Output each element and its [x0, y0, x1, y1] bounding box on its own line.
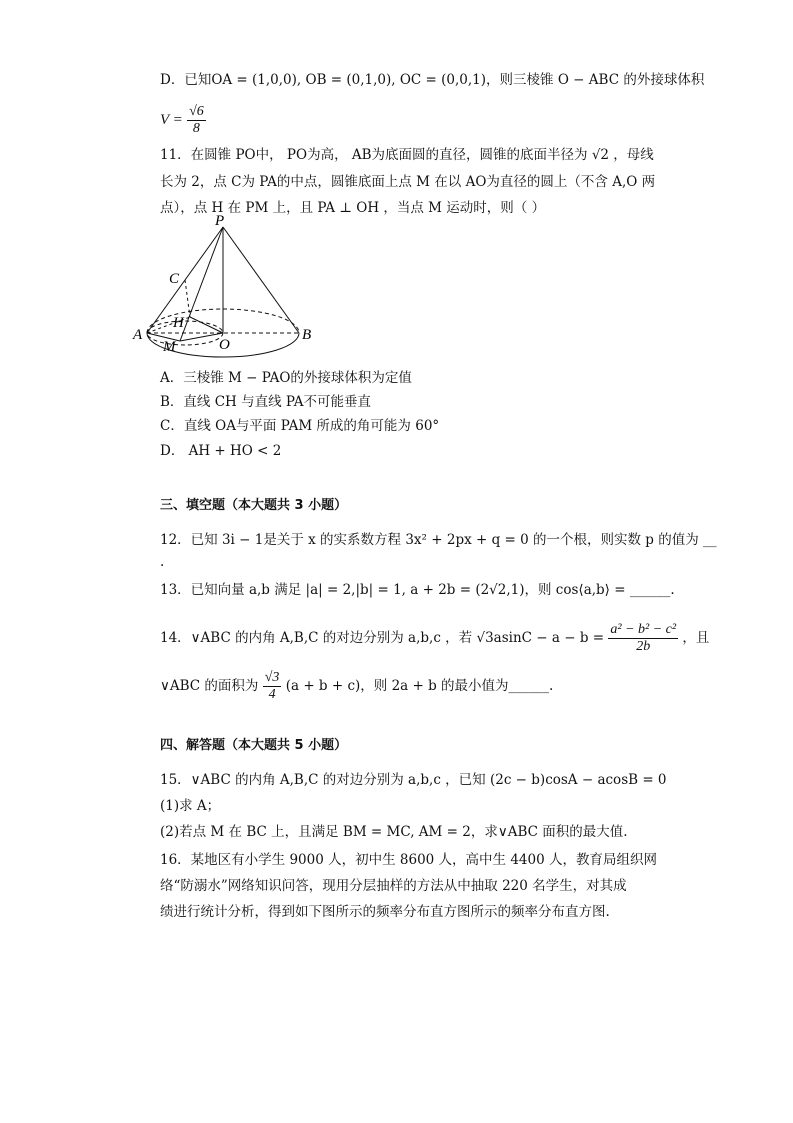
q16-line-3: 绩进行统计分析，得到如下图所示的频率分布直方图所示的频率分布直方图.: [160, 904, 610, 920]
q10-volume-denominator: 8: [192, 121, 200, 136]
label-h: H: [173, 315, 184, 331]
q10-volume-fraction: [187, 104, 206, 137]
q14-line-2-numerator: √3: [264, 670, 280, 685]
q13-line: 13．已知向量 a,b 满足 |a| = 2,|b| = 1, a + 2b = (2√2,1)，则 cos⟨a,b⟩ = ______.: [160, 582, 675, 598]
q14-line-1-denominator: 2b: [636, 639, 651, 654]
label-o: O: [219, 337, 230, 353]
q11-option-c: C．直线 OA与平面 PAM 所成的角可能为 60°: [160, 418, 440, 434]
q14-line-2-fraction: [263, 670, 282, 703]
q11-line-1: 11．在圆锥 PO中， PO为高， AB为底面圆的直径，圆锥的底面半径为 √2 ，母线: [160, 147, 654, 163]
q14-line-2-right: (a + b + c)，则 2a + b 的最小值为______.: [285, 678, 554, 694]
q12-line-2: .: [160, 554, 165, 570]
segment-ho: [190, 317, 223, 333]
q11-option-d: D． AH + HO < 2: [160, 443, 282, 459]
q14-line-1-numerator: a² − b² − c²: [610, 622, 677, 637]
label-c: C: [169, 271, 180, 287]
q11-option-a: A．三棱锥 M − PAO的外接球体积为定值: [160, 370, 412, 386]
section-4-heading: 四、解答题（本大题共 5 小题）: [160, 738, 348, 753]
q15-line-2: (1)求 A；: [160, 798, 221, 814]
q16-line-2: 络“防溺水”网络知识问答，现用分层抽样的方法从中抽取 220 名学生，对其成: [160, 878, 627, 894]
label-b: B: [302, 327, 312, 343]
edge-pb: [223, 227, 299, 333]
section-3-heading: 三、填空题（本大题共 3 小题）: [160, 498, 348, 513]
q14-line-2: [160, 670, 553, 703]
q14-line-1-left: 14．∨ABC 的内角 A,B,C 的对边分别为 a,b,c ，若 √3asinC − a − b =: [160, 630, 605, 646]
q10-option-d: D．已知OA = (1,0,0), OB = (0,1,0), OC = (0,0,1)，则三棱锥 O − ABC 的外接球体积: [160, 72, 705, 88]
q14-line-1: [160, 622, 709, 655]
label-a: A: [133, 327, 143, 343]
segment-pm: [180, 227, 223, 341]
q16-line-1: 16．某地区有小学生 9000 人，初中生 8600 人，高中生 4400 人，教育局组织网: [160, 852, 657, 868]
q14-line-1-fraction: [608, 622, 678, 655]
label-m: M: [163, 339, 176, 355]
q15-line-1: 15．∨ABC 的内角 A,B,C 的对边分别为 a,b,c ，已知 (2c − b)cosA − acosB = 0: [160, 772, 667, 788]
q11-option-b: B．直线 CH 与直线 PA不可能垂直: [160, 394, 371, 410]
q15-line-3: (2)若点 M 在 BC 上，且满足 BM = MC, AM = 2，求∨ABC 面积的最大值.: [160, 824, 628, 840]
q11-line-3: 点），点 H 在 PM 上，且 PA ⊥ OH ，当点 M 运动时，则（ ）: [160, 200, 546, 216]
q14-line-2-left: ∨ABC 的面积为: [160, 678, 259, 694]
q10-volume-expression: [160, 104, 206, 137]
q10-volume-left: V =: [160, 112, 183, 128]
q14-line-1-right: ，且: [682, 630, 710, 646]
q12-line-1: 12．已知 3i − 1是关于 x 的实系数方程 3x² + 2px + q = 0 的一个根，则实数 p 的值为 __: [160, 532, 717, 548]
label-p: P: [215, 215, 225, 229]
q11-line-2: 长为 2，点 C为 PA的中点，圆锥底面上点 M 在以 AO为直径的圆上（不含 A,O 两: [160, 174, 656, 190]
q10-volume-numerator: √6: [189, 104, 204, 119]
cone-figure: [125, 215, 325, 365]
segment-ch: [185, 280, 190, 317]
q14-line-2-denominator: 4: [268, 687, 276, 702]
